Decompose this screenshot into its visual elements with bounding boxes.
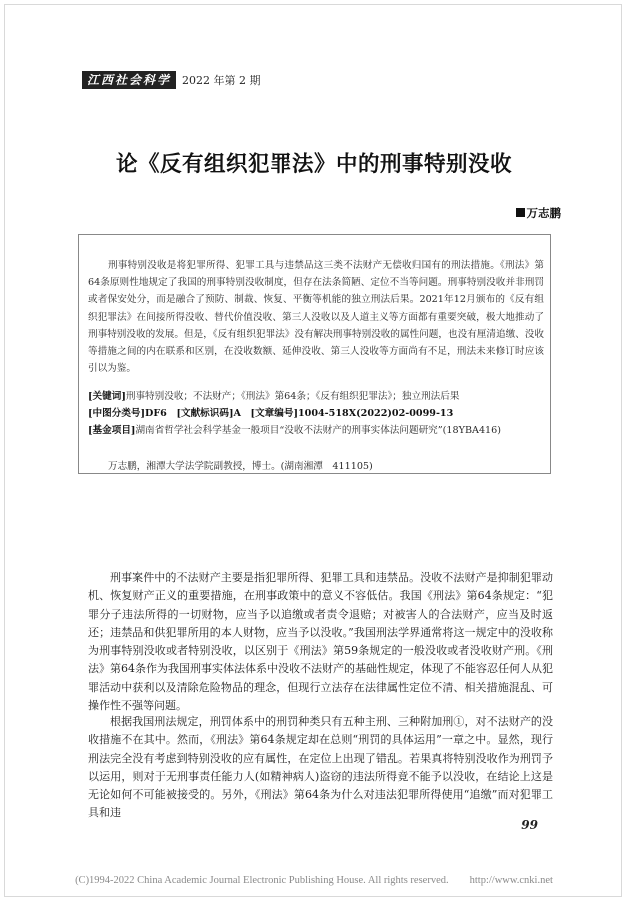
classification-line: [中图分类号]DF6 [文献标识码]A [文章编号]1004-518X(2022)02-0099-13 xyxy=(88,408,454,419)
keywords-label: [关键词] xyxy=(88,391,126,402)
author-line xyxy=(516,205,562,221)
page-number: 99 xyxy=(521,818,538,832)
body-paragraph-2: 根据我国刑法规定，刑罚体系中的刑罚种类只有五种主刑、三种附加刑①，对不法财产的没收措施不在其中。然而，《刑法》第64条规定却在总则“刑罚的具体运用”一章之中。显然，现行刑法完全没有考虑到特别没收的应有属性，在定位上出现了错乱。若果真将特别没收作为刑罚予以运用，则对于无刑事责任能力人(如精神病人)盗窃的违法所得竟不能予以没收，在结论上这是无论如何不可能被接受的。另外，《刑法》第64条为什么对违法犯罪所得使用“追缴”而对犯罪工具和违 xyxy=(88,715,553,820)
author-bio: 万志鹏，湘潭大学法学院副教授，博士。(湖南湘潭 411105) xyxy=(108,461,373,472)
journal-logo: 江西社会科学 xyxy=(82,71,176,89)
fund-text: 湖南省哲学社会科学基金一般项目“没收不法财产的刑事实体法问题研究”(18YBA416) xyxy=(135,425,501,436)
fund-label: [基金项目] xyxy=(88,425,136,436)
keywords xyxy=(88,388,544,405)
issue-label: 2022 年第 2 期 xyxy=(182,74,261,87)
article-title: 论《反有组织犯罪法》中的刑事特别没收 xyxy=(115,152,512,177)
journal-header xyxy=(82,71,261,89)
abstract-text: 刑事特别没收是将犯罪所得、犯罪工具与违禁品这三类不法财产无偿收归国有的刑法措施。《刑法》第64条原则性地规定了我国的刑事特别没收制度，但存在法条简陋、定位不当等问题。刑事特别没收并非刑罚或者保安处分，而是融合了预防、制裁、恢复、平衡等机能的独立刑法后果。2021年12月颁布的《反有组织犯罪法》在间接所得没收、替代价值没收、第三人没收以及人道主义等方面都有重要突破，极大地推动了刑事特别没收的发展。但是，《反有组织犯罪法》没有解决刑事特别没收的属性问题，也没有厘清追缴、没收等措施之间的内在联系和区别，在没收数额、延伸没收、第三人没收等方面尚有不足，刑法未来修订时应该引以为鉴。 xyxy=(88,260,544,375)
body-paragraph-1: 刑事案件中的不法财产主要是指犯罪所得、犯罪工具和违禁品。没收不法财产是抑制犯罪动机、恢复财产正义的重要措施，在刑事政策中的意义不容低估。我国《刑法》第64条规定：“犯罪分子违法所得的一切财物，应当予以追缴或者责令退赔；对被害人的合法财产，应当及时返还；违禁品和供犯罪所用的本人财物，应当予以没收。”我国刑法学界通常将这一规定中的没收称为刑事特别没收或者特别没收，以区别于《刑法》第59条规定的一般没收或者没收财产刑。《刑法》第64条作为我国刑事实体法体系中没收不法财产的基础性规定，体现了不能容忍任何人从犯罪活动中获利以及清除危险物品的理念，但现行立法存在法律属性定位不清、相关措施混乱、可操作性不强等问题。 xyxy=(88,571,553,713)
author-marker-icon xyxy=(516,208,525,217)
copyright-footer: (C)1994-2022 China Academic Journal Electronic Publishing House. All rights reserved. http://www.cnki.net xyxy=(75,875,553,886)
fund-project xyxy=(88,422,544,439)
keywords-text: 刑事特别没收；不法财产；《刑法》第64条；《反有组织犯罪法》；独立刑法后果 xyxy=(125,391,460,402)
author-name: 万志鹏 xyxy=(526,206,561,220)
